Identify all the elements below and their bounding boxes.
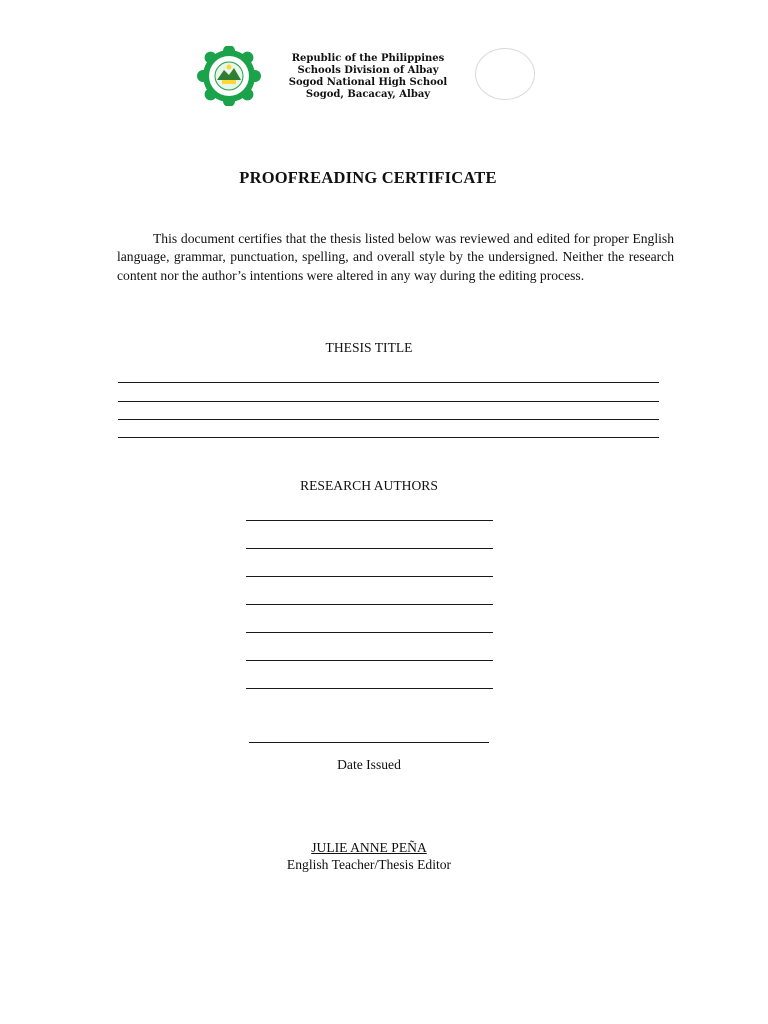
- thesis-title-label: THESIS TITLE: [325, 340, 413, 355]
- certification-paragraph: This document certifies that the thesis listed below was reviewed and edited for proper English language, grammar, punctuation, spelling, and overall style by the undersigned. Neither the research content nor the author’s intentions were altered in any way during the editing process.: [117, 231, 674, 283]
- date-issued-label: Date Issued: [337, 757, 401, 772]
- thesis-title-line: [118, 401, 659, 402]
- author-line: [246, 548, 493, 549]
- author-line: [246, 604, 493, 605]
- signer-name: JULIE ANNE PEÑA: [311, 840, 427, 855]
- school-seal-logo: [196, 46, 262, 106]
- author-line: [246, 520, 493, 521]
- author-line: [246, 688, 493, 689]
- author-line: [246, 576, 493, 577]
- header-line-school: Sogod National High School: [288, 77, 448, 88]
- research-authors-label: RESEARCH AUTHORS: [300, 478, 438, 493]
- signer-role: English Teacher/Thesis Editor: [286, 857, 452, 872]
- author-line: [246, 660, 493, 661]
- thesis-title-line: [118, 419, 659, 420]
- document-title: PROOFREADING CERTIFICATE: [239, 168, 497, 187]
- blank-seal-placeholder: [475, 48, 535, 100]
- school-header: [283, 53, 453, 101]
- date-issued-line: [249, 742, 489, 743]
- author-line: [246, 632, 493, 633]
- header-line-address: Sogod, Bacacay, Albay: [305, 89, 431, 100]
- header-line-division: Schools Division of Albay: [297, 65, 439, 76]
- header-line-country: Republic of the Philippines: [291, 53, 445, 64]
- thesis-title-line: [118, 437, 659, 438]
- thesis-title-line: [118, 382, 659, 383]
